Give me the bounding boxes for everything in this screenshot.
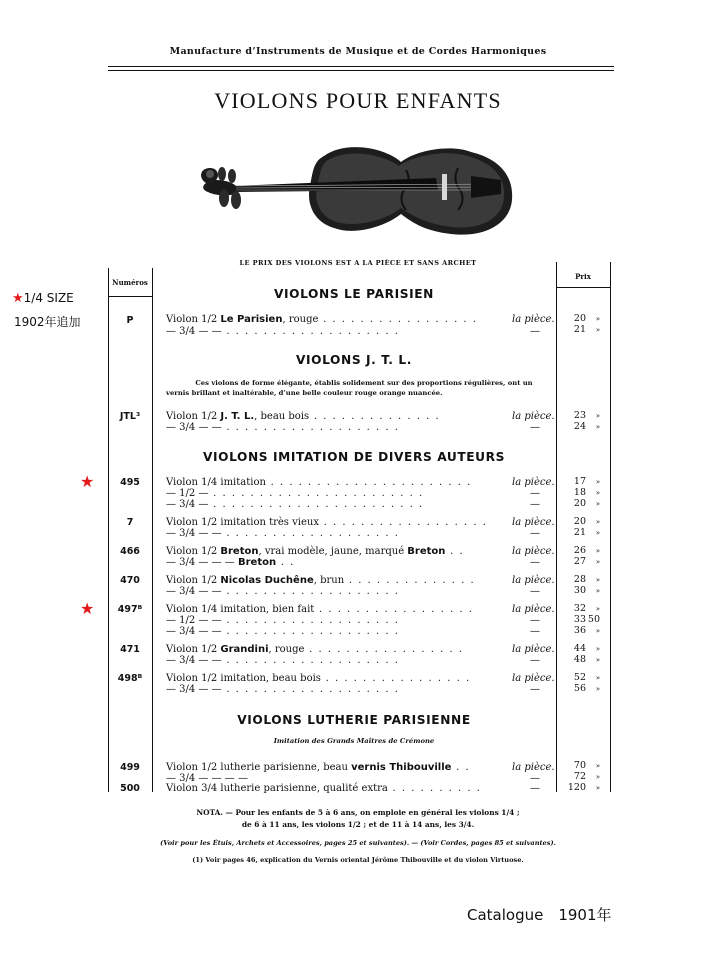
price: 27 » — [573, 556, 600, 567]
price: 70 » — [573, 760, 600, 771]
item-number: 500 — [120, 783, 140, 794]
header-rule-thin — [108, 70, 614, 71]
item-number: 495 — [120, 477, 140, 488]
price: 30 » — [573, 585, 600, 596]
item-number: 471 — [120, 644, 140, 655]
side-note-size — [12, 291, 74, 306]
list-item: — 1/2 — — . . . . . . . . . . . . . . . . . . . — — [166, 615, 540, 626]
list-item: — 3/4 — — . . . . . . . . . . . . . . . . . . . — — [166, 326, 540, 337]
section-title-parisien: VIOLONS LE PARISIEN — [274, 287, 434, 301]
list-item: — 3/4 — — . . . . . . . . . . . . . . . . . . . — — [166, 684, 540, 695]
table-border-left — [108, 268, 109, 792]
list-item: — 3/4 — . . . . . . . . . . . . . . . . . . . . . . . — — [166, 499, 540, 510]
item-number: 466 — [120, 546, 140, 557]
item-number: 7 — [126, 517, 134, 528]
item-number: 470 — [120, 575, 140, 586]
list-item: — 3/4 — — . . . . . . . . . . . . . . . . . . . — — [166, 422, 540, 433]
column-header-prix: Prix — [575, 272, 591, 281]
numeros-head-rule — [108, 296, 152, 297]
voir-references: (Voir pour les Étuis, Archets et Accessoires, pages 25 et suivantes). — (Voir Cordes, pages 85 et suivantes). — [160, 839, 556, 847]
list-item: — 3/4 — — — Breton . . — — [166, 557, 540, 568]
list-item: Violon 1/4 imitation, bien fait . . . . . . . . . . . . . . . . . la pièce. — [166, 604, 555, 615]
price: 20 » — [573, 498, 600, 509]
price: 56 » — [573, 683, 600, 694]
list-item: — 3/4 — — . . . . . . . . . . . . . . . . . . . — — [166, 528, 540, 539]
header-rule — [108, 66, 614, 67]
price: 72 » — [573, 771, 600, 782]
price: 20 » — [573, 516, 600, 527]
table-border-right — [610, 262, 611, 792]
price: 44 » — [573, 643, 600, 654]
price: 18 » — [573, 487, 600, 498]
price: 52 » — [573, 672, 600, 683]
list-item: Violon 1/2 Grandini, rouge . . . . . . . . . . . . . . . . . la pièce. — [166, 644, 555, 655]
nota-line1: NOTA. — Pour les enfants de 5 à 6 ans, on emploie en général les violons 1/4 ; — [196, 808, 520, 817]
list-item: Violon 1/2 imitation, beau bois . . . . . . . . . . . . . . . . la pièce. — [166, 673, 555, 684]
lutherie-subtitle: Imitation des Grands Maîtres de Crémone — [273, 737, 435, 745]
prix-head-rule — [556, 287, 610, 288]
price: 28 » — [573, 574, 600, 585]
price: 48 » — [573, 654, 600, 665]
list-item: — 1/2 — . . . . . . . . . . . . . . . . . . . . . . . — — [166, 488, 540, 499]
item-number: 498ᴮ — [117, 673, 143, 684]
list-item: Violon 1/2 imitation très vieux . . . . . . . . . . . . . . . . . . la pièce. — [166, 517, 555, 528]
red-star-icon: ★ — [80, 472, 95, 491]
page-title: VIOLONS POUR ENFANTS — [214, 88, 502, 113]
section-title-imitation: VIOLONS IMITATION DE DIVERS AUTEURS — [202, 450, 506, 464]
item-number: 497ᴮ — [117, 604, 143, 615]
section-title-lutherie: VIOLONS LUTHERIE PARISIENNE — [237, 713, 471, 727]
price-note: LE PRIX DES VIOLONS EST A LA PIÈCE ET SANS ARCHET — [239, 259, 477, 267]
red-star-icon: ★ — [12, 291, 24, 306]
side-note-added: 1902年追加 — [14, 315, 81, 329]
price: 20 » — [573, 313, 600, 324]
price: 21 » — [573, 324, 600, 335]
price: 26 » — [573, 545, 600, 556]
footnote: (1) Voir pages 46, explication du Vernis oriental Jérôme Thibouville et du violon Virtuose. — [192, 856, 524, 864]
list-item: Violon 1/2 Breton, vrai modèle, jaune, marqué Breton . . la pièce. — [166, 546, 555, 557]
red-star-icon: ★ — [80, 599, 95, 618]
side-note-size-text: 1/4 SIZE — [23, 291, 74, 305]
list-item: Violon 1/4 imitation . . . . . . . . . . . . . . . . . . . . . . la pièce. — [166, 477, 555, 488]
section-title-jtl: VIOLONS J. T. L. — [296, 353, 412, 367]
price: 120 » — [567, 782, 600, 793]
list-item: Violon 1/2 lutherie parisienne, beau vernis Thibouville . . la pièce. — [166, 762, 555, 773]
item-number: JTL³ — [119, 411, 141, 422]
list-item: — 3/4 — — . . . . . . . . . . . . . . . . . . . — — [166, 586, 540, 597]
list-item: — 3/4 — — . . . . . . . . . . . . . . . . . . . — — [166, 626, 540, 637]
price: 36 » — [573, 625, 600, 636]
list-item: Violon 1/2 Nicolas Duchêne, brun . . . . . . . . . . . . . . la pièce. — [166, 575, 555, 586]
table-divider-prix — [556, 262, 557, 792]
column-header-numeros: Numéros — [112, 278, 148, 287]
catalogue-caption: Catalogue 1901年 — [467, 906, 612, 924]
item-number: P — [126, 315, 134, 326]
list-item: Violon 1/2 Le Parisien, rouge . . . . . . . . . . . . . . . . . la pièce. — [166, 314, 555, 325]
list-item: Violon 1/2 J. T. L., beau bois . . . . . . . . . . . . . . la pièce. — [166, 411, 555, 422]
price: 33 50 — [573, 614, 600, 625]
price: 24 » — [573, 421, 600, 432]
page-header: Manufacture d’Instruments de Musique et de Cordes Harmoniques — [169, 46, 547, 57]
jtl-description-line1: Ces violons de forme élégante, établis solidement sur des proportions régulières, ont un — [195, 379, 533, 387]
price: 21 » — [573, 527, 600, 538]
jtl-description-line2: vernis brillant et inaltérable, d’une belle couleur rouge orange nuancée. — [166, 389, 443, 397]
price: 32 » — [573, 603, 600, 614]
list-item: — 3/4 — — . . . . . . . . . . . . . . . . . . . — — [166, 655, 540, 666]
list-item: — 3/4 — — — — — — [166, 773, 540, 784]
list-item: Violon 3/4 lutherie parisienne, qualité extra . . . . . . . . . . — — [166, 783, 540, 794]
price: 23 » — [573, 410, 600, 421]
violin-illustration — [196, 128, 521, 243]
nota-line2: de 6 à 11 ans, les violons 1/2 ; et de 11 à 14 ans, les 3/4. — [241, 820, 475, 829]
price: 17 » — [573, 476, 600, 487]
item-number: 499 — [120, 762, 140, 773]
